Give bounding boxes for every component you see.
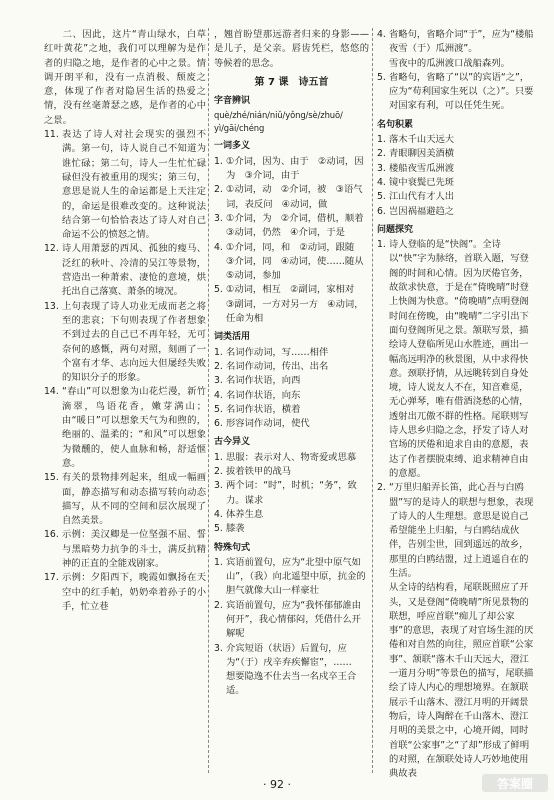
ancient-meaning-list: [214, 451, 369, 537]
item-number: 5.: [214, 403, 223, 415]
list-item: [214, 451, 369, 465]
item-text: 表达了诗人对社会现实的强烈不满。第一句，诗人说自己不知道为谁忙碌；第二句，诗人一生忙忙碌碌但没有被重用的现实；第三句，意思是说人生的命运都是上天注定的，命运是很难改变的。这种说法结合第一句恰恰表达了诗人对自己命运不公的愤怒之情。: [62, 129, 206, 241]
list-item: [44, 385, 206, 471]
item-text: 名词作状语，向东: [226, 389, 301, 401]
item-number: 1.: [377, 239, 386, 251]
item-number: 1.: [214, 346, 223, 358]
item-number: 2.: [377, 148, 386, 160]
item-text: 诗人用萧瑟的西风、孤独的瘦马、泛红的秋叶、冷清的吴江等景物，营造出一种萧索、凄怆的意境，烘托出自己落寞、萧条的境况。: [62, 243, 206, 298]
list-item: [44, 471, 206, 528]
list-item: [44, 528, 206, 571]
item-text: 楼船夜雪瓜洲渡: [389, 162, 455, 174]
item-number: 17.: [44, 572, 59, 584]
item-number: 5.: [377, 191, 386, 203]
item-text: 名词作状语，向西: [226, 375, 301, 387]
item-number: 2.: [214, 184, 223, 196]
list-item: [377, 238, 537, 481]
item-text: 雪夜中的瓜洲渡口战船森列。: [389, 57, 510, 69]
list-item: [214, 417, 369, 431]
item-text: 名词作状语，横着: [226, 403, 301, 415]
item-number: 16.: [44, 529, 59, 541]
item-number: 1.: [377, 134, 386, 146]
pinyin-answers: yì/gāi/chéng: [214, 123, 265, 134]
list-item: [214, 212, 373, 241]
intro-paragraph: 二、因此，这片“青山绿水，白草红叶黄花”之地，我们可以理解为是作者的归隐之地，是作者的心中之景。情调开朗平和，没有一点消极、颓废之意，体现了作者对隐居生活的热爱之情，没有丝毫萧瑟之感，是作者的心中之景。: [44, 29, 206, 126]
list-item: [214, 403, 369, 417]
item-number: 4.: [377, 176, 386, 188]
item-text: ①介词，同，和 ②动词，跟随 ③介词，同 ④动词，使……随从 ⑤动词，参加: [226, 241, 373, 282]
list-item: [377, 176, 537, 190]
list-item: [377, 71, 537, 114]
continued-paragraph: ，翘首盼望那远游者归来的身影——是儿子，是父亲。唇齿凭栏，悠悠的等候着的思念。: [214, 29, 369, 69]
item-text: 示例：夕阳西下，晚霞如飘扬在天空中的红手帕，奶奶牵着孙子的小手，忙立巷: [62, 572, 206, 612]
right-column: [377, 28, 537, 781]
list-item: [377, 147, 537, 161]
list-item: [214, 556, 369, 599]
section-heading-ancient-meaning: 古今异义: [214, 437, 251, 448]
item-text: 宾语前置句，应为“北望中原气如山”，（我）向北遥望中原，抗金的胆气就像大山一样豪壮: [226, 556, 366, 597]
item-number: 2.: [214, 360, 223, 372]
section-heading-special-sentences: 特殊句式: [214, 542, 251, 553]
section-heading-inquiry: 问题探究: [377, 224, 414, 235]
list-item: [214, 522, 369, 536]
list-item: [377, 133, 537, 147]
answer-list: [44, 128, 206, 614]
item-text: 落木千山天远大: [389, 134, 455, 146]
svg-text:答案圈: 答案圈: [496, 777, 534, 791]
item-text: ①动词，动 ②介词，被 ③语气词，表反问 ④动词，做: [226, 184, 363, 210]
item-number: 15.: [44, 472, 59, 484]
list-item: [214, 670, 369, 699]
item-text: 诗人登临的是“快阁”。全诗以“快”字为脉络，首联入题，写登阁的时间和心情。因为厌倦官务，故欲求快意，于是在“倚晚晴”时登上快阁为快意。“倚晚晴”点明登阁时间在傍晚，由“晚晴”二字引出下面句登阁所见之景。颔联写景，描绘诗人登临所见山水胜迹，画出一幅高远明净的秋景图，从中求得快意。颈联抒情，从远眺转到自身处境，诗人说友人不在，知音难觅，无心弹琴，唯有借酒浇愁的心情，透射出兀傲不群的性格。尾联则写诗人思乡归隐之念，抒发了诗人对官场的厌倦和追求自由的意愿，表达了作者摆脱束缚、追求精神自由的意愿。: [389, 239, 529, 479]
section-heading-word-usage: 词类活用: [214, 332, 251, 343]
item-text: ①介词，为 ②介词，借机，顺着 ③动词，仍然 ④介词，于是: [226, 212, 373, 239]
item-text: 省略句，省略了“以”的宾语“之”，应为“苟利国家生死以（之）”。只要对国家有利，可以任凭生死。: [389, 71, 534, 112]
item-number: 3.: [214, 642, 223, 654]
section-heading-pronunciation: 字音辨识: [214, 96, 251, 107]
list-item: [44, 128, 206, 242]
special-sentence-list: [214, 556, 369, 699]
item-number: 14.: [44, 386, 59, 398]
list-item: [214, 479, 369, 508]
famous-lines-list: [377, 133, 537, 219]
special-sentence-list-continued: [377, 28, 537, 114]
item-text: “万里归船弄长笛，此心吾与白鸥盟”写的是诗人的联想与想象，表现了诗人的人生理想。意思是说自己希望能坐上归船，与白鸥结成伙伴，告别尘世，回到遥远的故乡，那里的白鸥结盟，过上逍遥自在的生活。: [389, 482, 534, 579]
item-number: 1.: [214, 155, 223, 167]
list-item: [377, 190, 537, 204]
item-text: “春山”可以想象为山花烂漫，新竹滴翠，鸟语花香，嫩芽满山；由“暖日”可以想象天气为和煦的，绝丽的、温柔的；“和风”可以想象为微醺的，使人血脉和畅，舒适惬意。: [62, 386, 206, 469]
section-heading-famous-lines: 名句积累: [377, 119, 414, 130]
list-item: [377, 162, 537, 176]
lesson-title: 第 7 课 诗五首: [254, 76, 329, 88]
item-text: 宾语前置句，应为“我怀郁郁誰由何开”，我心情郁闷，凭借什么开解呢: [226, 599, 361, 640]
item-number: 12.: [44, 243, 59, 255]
middle-column: [214, 28, 373, 699]
list-item: [214, 599, 369, 642]
item-text: 想要隐逸不仕去当一名戍卒王合适。: [226, 671, 357, 697]
item-number: 3.: [214, 212, 223, 224]
item-text: 体养生息: [226, 508, 264, 520]
list-item: [377, 57, 537, 71]
item-text: 镜中衰鬓已先斑: [389, 176, 455, 188]
pinyin-answers: què/zhé/nián/niǔ/yǒng/sè/zhuō/: [214, 110, 343, 121]
item-number: 2.: [214, 599, 223, 611]
item-number: 3.: [214, 375, 223, 387]
item-number: 4.: [214, 389, 223, 401]
item-text: 膝袭: [226, 523, 245, 535]
item-number: 11.: [44, 129, 59, 141]
page-number: · 92 ·: [263, 778, 291, 791]
item-number: 5.: [214, 284, 223, 296]
item-number: 2.: [214, 466, 223, 478]
section-heading-polysemy: 一词多义: [214, 141, 251, 152]
item-number: 1.: [214, 556, 223, 568]
list-item: [214, 389, 369, 403]
column-divider: [208, 28, 209, 773]
list-item: [214, 374, 369, 388]
item-text: 示例：美汉卿是一位坚强不屈、誓与黑暗势力抗争的斗士，满反抗精神的正直的全能戏剧家。: [62, 529, 206, 569]
item-text: 从全诗的结构看，尾联既照应了开头，又是登阁“倚晚晴”所见景物的联想，呼应首联“痴儿了却公家事”的意思，表现了对官场生涯的厌倦和对自然的向往，照应首联“公家事”、颔联“落木千山天远大，澄江一道月分明”等景色的描写，尾联描绘了诗人内心的理想境界。在颔联展示千山落木、澄江月明的开阔景物后，诗人陶醉在千山落木、澄江月明的美景之中，心境开阔，同时首联“公家事”之“了却”形成了鲜明的对照，在颔联处诗人巧妙地使用典故表: [389, 582, 534, 780]
item-number: 13.: [44, 300, 59, 312]
item-text: 名词作动词，写……相伴: [226, 346, 329, 358]
item-number: 5.: [377, 71, 386, 83]
item-number: [377, 581, 389, 781]
item-text: 思服：表示对人、物寄爱或思慕: [226, 451, 357, 463]
item-text: 省略句，省略介词“于”，应为“楼船夜雪（于）瓜洲渡”。: [389, 29, 534, 55]
list-item: [214, 508, 369, 522]
item-text: 名词作动词，传出、出名: [226, 360, 329, 372]
list-item: [214, 465, 369, 479]
list-item: [214, 360, 369, 374]
item-number: 2.: [377, 482, 386, 494]
watermark-logo: [482, 772, 548, 794]
list-item: [377, 581, 537, 781]
list-item: [214, 155, 369, 184]
item-number: [214, 670, 226, 699]
item-text: 江山代有才人出: [389, 191, 455, 203]
item-number: 4.: [214, 241, 223, 253]
list-item: [214, 183, 369, 212]
list-item: [214, 241, 373, 284]
list-item: [214, 346, 369, 360]
word-usage-list: [214, 346, 369, 432]
item-text: ①介词，因为、由于 ②动词，因为 ③介词，由于: [226, 155, 364, 182]
item-number: [377, 57, 389, 71]
item-text: 有关的景物排列起来，组成一幅画面，静态描写和动态描写转向动态描写，从不同的空间和层次展现了自然美景。: [62, 472, 206, 527]
item-text: 介宾短语（状语）后置句，应为“（于）戌辛弃疾懈宦”，……: [226, 642, 352, 668]
list-item: [377, 28, 537, 57]
item-number: 5.: [214, 523, 223, 535]
item-number: 6.: [214, 418, 223, 430]
list-item: [44, 242, 206, 299]
item-number: 4.: [214, 508, 223, 520]
item-number: 1.: [214, 451, 223, 463]
item-number: 4.: [377, 29, 386, 40]
list-item: [377, 205, 537, 219]
item-text: ①动词，相互 ②副词，家相对 ③副词，一方对另一方 ④动词，任命为相: [226, 284, 364, 325]
item-text: 上句表现了诗人功业无成而老之将至的悲哀；下句则表现了作者想象不到过去的自己已不再年轻，无可奈何的感慨，两句对照，刻画了一个富有才华、志向远大但屡经失败的知识分子的形象。: [62, 300, 206, 384]
list-item: [44, 300, 206, 386]
item-text: 两个词：“时”，时机；“务”，致力。谋求: [226, 480, 357, 506]
polysemy-list: [214, 155, 373, 327]
item-text: 拔着铁甲的战马: [226, 466, 292, 478]
item-text: 形容词作动词，使代: [226, 418, 310, 430]
list-item: [214, 642, 369, 671]
item-text: 岂因祸福避趋之: [389, 205, 455, 217]
item-number: 3.: [377, 162, 386, 174]
item-text: 青眼聊因美酒横: [389, 148, 455, 160]
item-number: 6.: [377, 205, 386, 217]
inquiry-list: [377, 238, 537, 781]
left-column: [44, 28, 206, 614]
list-item: [214, 283, 369, 326]
list-item: [377, 481, 537, 581]
item-number: 3.: [214, 480, 223, 492]
list-item: [44, 571, 206, 614]
column-divider: [372, 28, 373, 773]
